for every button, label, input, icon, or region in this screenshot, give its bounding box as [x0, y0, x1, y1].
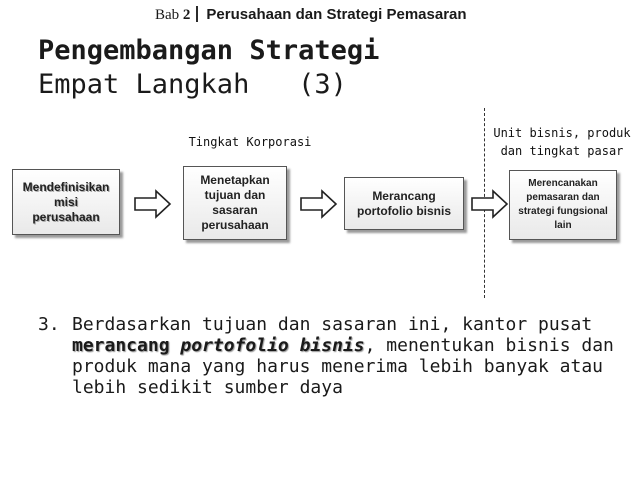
- point-emphasis-verb: merancang: [72, 335, 170, 356]
- step-plan-marketing: [509, 170, 617, 240]
- point-text: [72, 314, 618, 398]
- point-text-part2: , menentukan bisnis dan produk mana yang harus menerima lebih banyak atau lebih sedikit sumber daya: [72, 335, 614, 398]
- step-set-objectives-text: [200, 173, 269, 233]
- step-text-line: misi: [53, 194, 78, 209]
- step-design-portfolio-text: [357, 189, 451, 219]
- step-text-line: perusahaan: [32, 209, 100, 224]
- step-text-line: perusahaan: [201, 218, 269, 232]
- step-text-line: portofolio bisnis: [357, 203, 451, 218]
- step-text-line: strategi fungsional: [518, 206, 608, 217]
- step-text-line: Merancang: [372, 188, 436, 203]
- bab-number: 2: [182, 7, 191, 23]
- bab-label: Bab: [155, 7, 180, 23]
- slide-title-line1: Pengembangan Strategi: [38, 35, 380, 66]
- step-set-objectives: [183, 166, 287, 240]
- point-number: 3.: [38, 314, 60, 335]
- step-text-line: sasaran: [212, 203, 258, 217]
- step-text-line: Menetapkan: [200, 173, 270, 187]
- business-level-line2: dan tingkat pasar: [500, 144, 624, 158]
- step-design-portfolio: [344, 177, 464, 230]
- slide-title-line2: Empat Langkah (3): [38, 69, 347, 100]
- chapter-number: [155, 7, 190, 23]
- business-level-line1: Unit bisnis, produk: [493, 126, 631, 140]
- numbered-point: [38, 314, 618, 398]
- chapter-title: Perusahaan dan Strategi Pemasaran: [206, 6, 467, 23]
- business-level-label: [492, 124, 632, 160]
- point-emphasis-portfolio: portofolio bisnis: [180, 335, 365, 356]
- step-text-line: lain: [554, 220, 572, 231]
- step-text-line: Mendefinisikan: [22, 179, 110, 194]
- step-plan-marketing-text: [518, 177, 607, 233]
- step-define-mission: [12, 169, 120, 235]
- slide-title: [38, 34, 379, 102]
- point-text-part1: Berdasarkan tujuan dan sasaran ini, kantor pusat: [72, 314, 593, 335]
- step-text-line: pemasaran dan: [526, 192, 600, 203]
- point-space: [170, 335, 181, 356]
- step-define-mission-text: [23, 180, 110, 225]
- chapter-header: [155, 6, 467, 24]
- step-text-line: tujuan dan: [204, 188, 266, 202]
- right-arrow-icon: [134, 189, 172, 219]
- step-text-line: Merencanakan: [528, 178, 598, 189]
- right-arrow-icon: [300, 189, 338, 219]
- right-arrow-icon: [471, 189, 509, 219]
- header-separator: [196, 6, 198, 22]
- corporate-level-label: Tingkat Korporasi: [188, 135, 312, 149]
